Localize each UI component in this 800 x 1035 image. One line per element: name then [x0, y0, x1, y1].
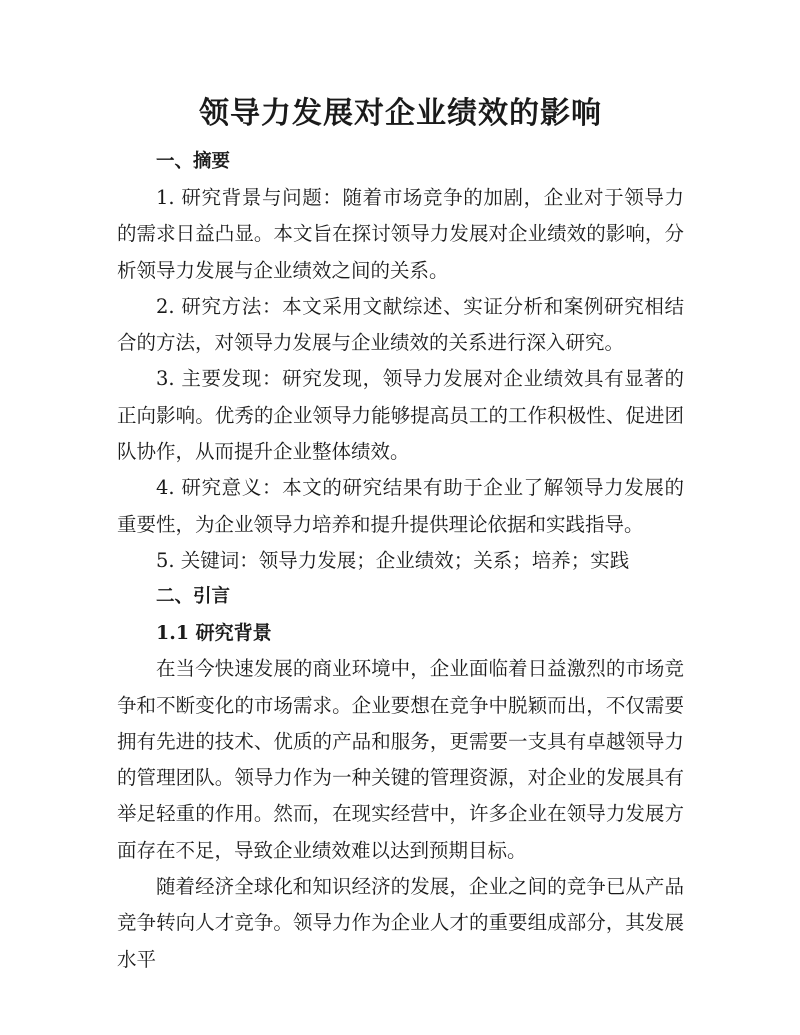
- abstract-item-significance: 4. 研究意义：本文的研究结果有助于企业了解领导力发展的重要性，为企业领导力培养和提升提供理论依据和实践指导。: [117, 476, 684, 536]
- section-heading-introduction: 二、引言: [156, 586, 231, 608]
- body-paragraph: 在当今快速发展的商业环境中，企业面临着日益激烈的市场竞争和不断变化的市场需求。企业要想在竞争中脱颖而出，不仅需要拥有先进的技术、优质的产品和服务，更需要一支具有卓越领导力的管理团队。领导力作为一种关键的管理资源，对企业的发展具有举足轻重的作用。然而，在现实经营中，许多企业在领导力发展方面存在不足，导致企业绩效难以达到预期目标。: [117, 657, 684, 862]
- abstract-item-background: 1. 研究背景与问题：随着市场竞争的加剧，企业对于领导力的需求日益凸显。本文旨在探讨领导力发展对企业绩效的影响，分析领导力发展与企业绩效之间的关系。: [117, 186, 684, 282]
- document-page: [117, 92, 684, 978]
- document-title: 领导力发展对企业绩效的影响: [199, 96, 602, 131]
- abstract-item-method: 2. 研究方法：本文采用文献综述、实证分析和案例研究相结合的方法，对领导力发展与企业绩效的关系进行深入研究。: [117, 294, 684, 355]
- subsection-heading-background: 1.1 研究背景: [156, 622, 272, 645]
- body-paragraph: 随着经济全球化和知识经济的发展，企业之间的竞争已从产品竞争转向人才竞争。领导力作为企业人才的重要组成部分，其发展水平: [117, 875, 684, 971]
- section-heading-abstract: 一、摘要: [156, 151, 231, 172]
- abstract-item-findings: 3. 主要发现：研究发现，领导力发展对企业绩效具有显著的正向影响。优秀的企业领导力能够提高员工的工作积极性、促进团队协作，从而提升企业整体绩效。: [117, 367, 684, 464]
- abstract-item-keywords: 5. 关键词：领导力发展；企业绩效；关系；培养；实践: [156, 548, 630, 572]
